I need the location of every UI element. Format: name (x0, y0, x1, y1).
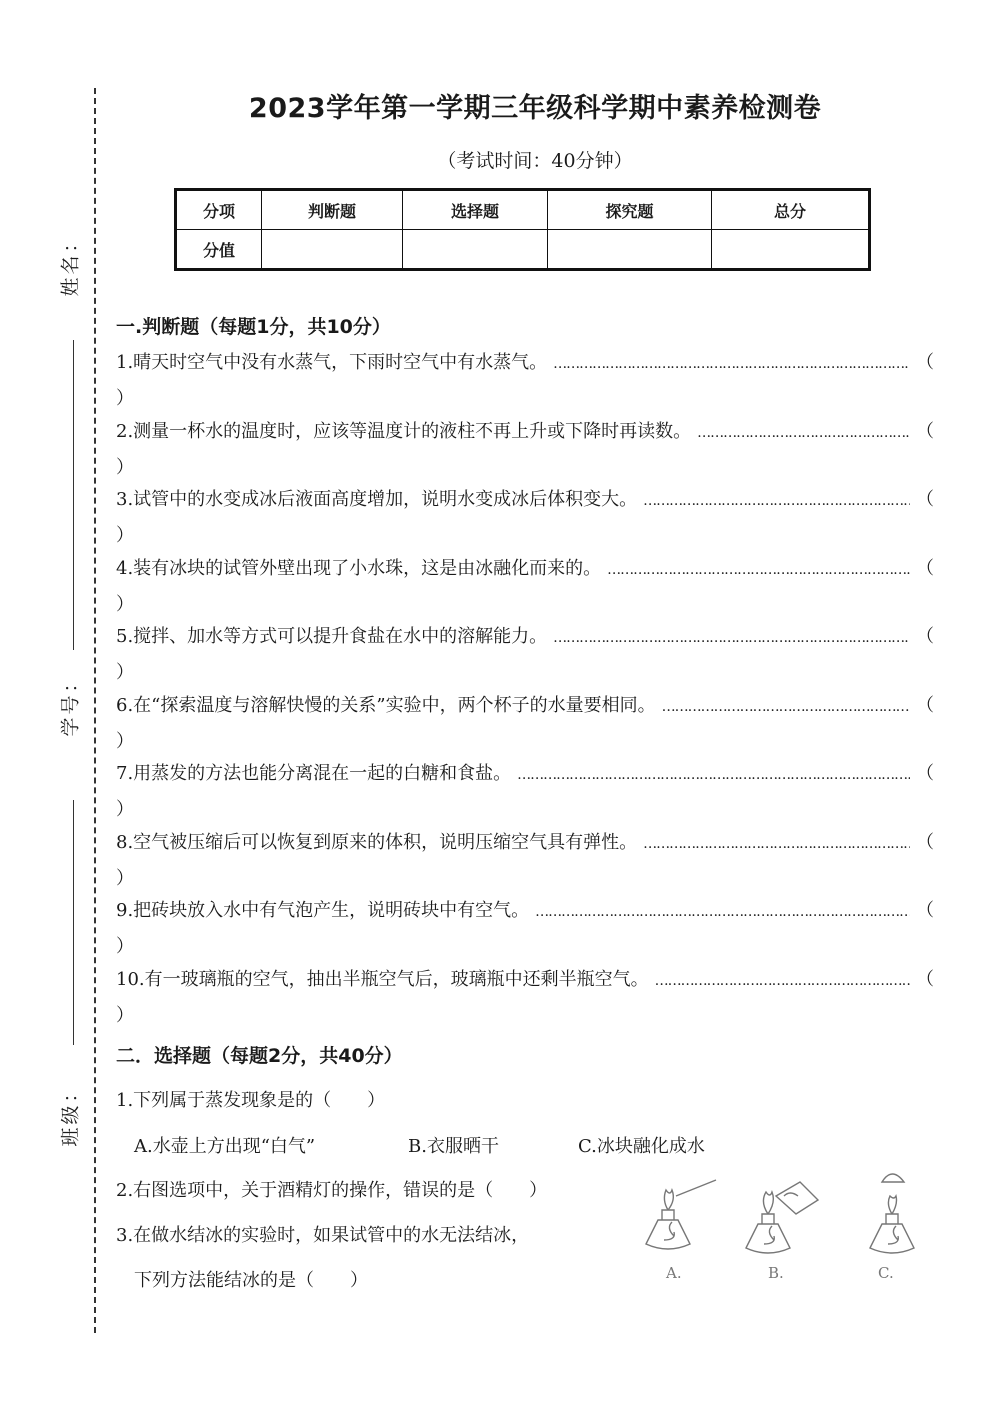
leader-dots (655, 973, 910, 989)
answer-close-paren: ） (116, 730, 134, 752)
binding-margin (0, 0, 100, 1412)
judgment-question-2 (116, 417, 934, 443)
judgment-question-10 (116, 965, 934, 991)
diagram-label-c: C. (878, 1264, 894, 1282)
answer-open-paren[interactable]: （ (916, 352, 934, 373)
exam-duration: （考试时间：40分钟） (437, 150, 633, 172)
lamp-a-illustration (646, 1180, 716, 1249)
answer-open-paren[interactable]: （ (916, 489, 934, 510)
name-blank (73, 340, 74, 650)
lamp-b-illustration (746, 1182, 818, 1253)
diagram-label-a: A. (666, 1264, 682, 1282)
judgment-question-text: 1.晴天时空气中没有水蒸气，下雨时空气中有水蒸气。 (116, 352, 548, 373)
score-table-value-row (176, 230, 870, 270)
answer-close-paren: ） (116, 867, 134, 889)
leader-dots (553, 356, 910, 372)
choice-q1-option-c[interactable]: C.冰块融化成水 (578, 1136, 705, 1157)
answer-open-paren[interactable]: （ (916, 694, 934, 716)
leader-dots (697, 425, 910, 441)
judgment-question-6 (116, 691, 934, 717)
answer-open-paren[interactable]: （ (916, 763, 934, 784)
lamp-c-illustration (870, 1174, 914, 1253)
answer-open-paren[interactable]: （ (916, 557, 934, 579)
judgment-question-text: 6.在“探索温度与溶解快慢的关系”实验中，两个杯子的水量要相同。 (116, 694, 656, 716)
judgment-question-text: 4.装有冰块的试管外壁出现了小水珠，这是由冰融化而来的。 (116, 557, 602, 579)
name-label: 姓名： (59, 230, 82, 297)
answer-close-paren: ） (116, 456, 134, 478)
judgment-question-text: 9.把砖块放入水中有气泡产生，说明砖块中有空气。 (116, 900, 530, 921)
choice-q1-stem: 1.下列属于蒸发现象是的（ ） (116, 1090, 386, 1111)
score-header-cell: 分项 (176, 190, 262, 230)
answer-close-paren: ） (116, 662, 134, 683)
answer-open-paren[interactable]: （ (916, 626, 934, 647)
section-choice-title: 二．选择题（每题2分，共40分） (116, 1045, 403, 1067)
choice-q1-option-a[interactable]: A.水壶上方出现“白气” (134, 1136, 316, 1157)
judgment-question-text: 3.试管中的水变成冰后液面高度增加，说明水变成冰后体积变大。 (116, 489, 638, 510)
answer-close-paren: ） (116, 799, 134, 820)
score-cell-choice[interactable] (403, 230, 548, 270)
leader-dots (662, 699, 910, 715)
score-cell-total[interactable] (712, 230, 870, 270)
leader-dots (643, 493, 910, 509)
score-cell-inquiry[interactable] (548, 230, 712, 270)
judgment-question-text: 7.用蒸发的方法也能分离混在一起的白糖和食盐。 (116, 763, 512, 784)
score-header-cell: 总分 (712, 190, 870, 230)
score-header-cell: 判断题 (262, 190, 403, 230)
judgment-question-1 (116, 348, 934, 374)
choice-q2-stem: 2.右图选项中，关于酒精灯的操作，错误的是（ ） (116, 1180, 548, 1201)
answer-close-paren: ） (116, 593, 134, 615)
leader-dots (643, 836, 910, 852)
answer-open-paren[interactable]: （ (916, 900, 934, 921)
answer-close-paren: ） (116, 525, 134, 546)
section-judgment-title: 一.判断题（每题1分，共10分） (116, 316, 391, 338)
judgment-question-text: 2.测量一杯水的温度时，应该等温度计的液柱不再上升或下降时再读数。 (116, 420, 692, 442)
answer-open-paren[interactable]: （ (916, 420, 934, 442)
judgment-question-7 (116, 759, 934, 785)
student-id-label: 学号： (59, 670, 82, 737)
class-label: 班级： (59, 1080, 82, 1147)
leader-dots (535, 904, 910, 920)
judgment-question-9 (116, 896, 934, 922)
choice-q1-option-b[interactable]: B.衣服晒干 (408, 1136, 499, 1157)
answer-close-paren: ） (116, 388, 134, 409)
leader-dots (553, 630, 910, 646)
score-header-cell: 探究题 (548, 190, 712, 230)
judgment-question-3 (116, 485, 934, 511)
alcohol-lamp-diagram (636, 1166, 926, 1286)
score-row-label: 分值 (176, 230, 262, 270)
answer-close-paren: ） (116, 936, 134, 957)
score-cell-judgment[interactable] (262, 230, 403, 270)
judgment-question-8 (116, 828, 934, 854)
answer-close-paren: ） (116, 1004, 134, 1026)
score-table (174, 188, 871, 271)
judgment-question-text: 5.搅拌、加水等方式可以提升食盐在水中的溶解能力。 (116, 626, 548, 647)
judgment-question-4 (116, 554, 934, 580)
judgment-question-text: 10.有一玻璃瓶的空气，抽出半瓶空气后，玻璃瓶中还剩半瓶空气。 (116, 968, 649, 990)
leader-dots (607, 562, 910, 578)
answer-open-paren[interactable]: （ (916, 968, 934, 990)
score-header-cell: 选择题 (403, 190, 548, 230)
choice-q3-stem-line2: 下列方法能结冰的是（ ） (134, 1270, 368, 1291)
choice-q3-stem-line1: 3.在做水结冰的实验时，如果试管中的水无法结冰， (116, 1225, 530, 1246)
score-table-header-row (176, 190, 870, 230)
answer-open-paren[interactable]: （ (916, 831, 934, 853)
diagram-label-b: B. (768, 1264, 784, 1282)
cut-line (94, 88, 96, 1333)
student-id-blank (73, 800, 74, 1045)
leader-dots (517, 767, 910, 783)
judgment-question-text: 8.空气被压缩后可以恢复到原来的体积，说明压缩空气具有弹性。 (116, 831, 638, 853)
judgment-question-5 (116, 622, 934, 648)
page-title: 2023学年第一学期三年级科学期中素养检测卷 (248, 93, 822, 124)
